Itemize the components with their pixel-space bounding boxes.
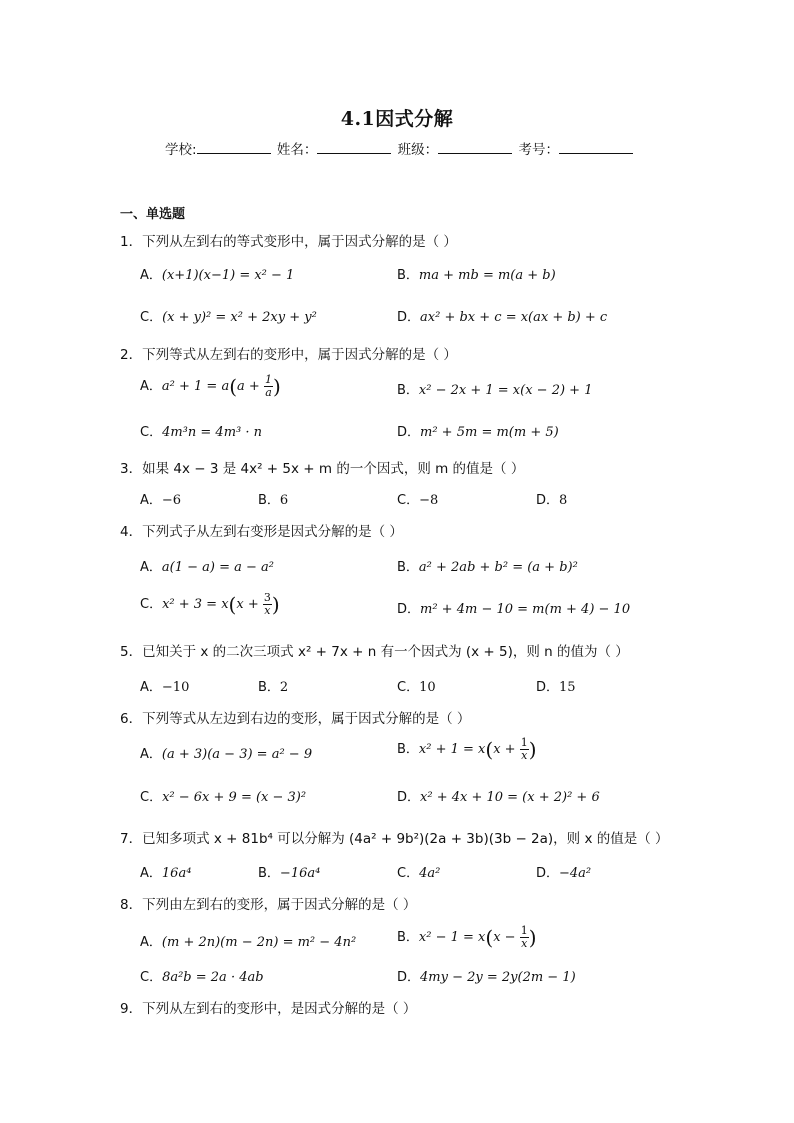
left-paren: ( [485,737,494,762]
question-6-option-d[interactable] [397,786,600,805]
option-text: −8 [419,493,439,508]
option-text: x² + 3 = x [162,597,229,612]
option-text: 4my − 2y = 2y(2m − 1) [420,970,576,985]
question-2-option-a[interactable]: A．a² + 1 = a(a + $\frac{1}{a}$ ) [140,373,281,399]
option-text: 8 [559,493,568,508]
option-label: B． [258,866,280,881]
option-text: x² − 1 = x [418,930,486,945]
number-blank[interactable] [559,141,633,154]
question-4-stem: 4．下列式子从左到右变形是因式分解的是（ ） [120,524,403,540]
name-blank[interactable] [317,141,391,154]
question-1-option-b[interactable] [397,264,556,283]
name-label: 姓名： [276,142,318,158]
option-label: C． [140,310,163,325]
option-label: C． [140,970,163,985]
option-label: A． [140,493,162,508]
section-heading: 一、单选题 [120,207,186,222]
option-label: B． [397,383,419,398]
question-5-option-b[interactable] [258,676,288,695]
option-text: (m + 2n)(m − 2n) = m² − 4n² [161,935,357,950]
question-7-option-d[interactable] [536,862,591,881]
fraction-denominator: x [521,937,528,950]
option-label: D． [397,970,421,985]
option-text: 2 [279,680,289,695]
var-x: x [493,930,501,945]
question-7-option-a[interactable] [140,862,191,881]
option-label: B． [397,930,419,945]
fraction-denominator: x [521,749,528,762]
option-label: C． [397,680,420,695]
option-label: C． [140,597,163,612]
question-2-option-c[interactable] [140,421,262,440]
question-7-stem: 7．已知多项式 x + 81b⁴ 可以分解为 (4a² + 9b²)(2a + 3b)(3b − 2a)，则 x 的值是（ ） [120,831,669,847]
option-text: x² + 4x + 10 = (x + 2)² + 6 [420,790,600,805]
option-label: B． [397,268,419,283]
question-2-option-b[interactable] [397,379,592,398]
question-3-option-c[interactable] [397,489,438,508]
option-label: C． [140,425,163,440]
question-3-option-a[interactable] [140,489,181,508]
option-text: −4a² [559,866,592,881]
question-7-option-b[interactable] [258,862,320,881]
question-6-option-a[interactable] [140,743,312,762]
option-text: a² + 1 = a [161,379,230,394]
question-4-option-a[interactable] [140,556,274,575]
fraction [520,925,529,950]
school-blank[interactable] [197,141,271,154]
option-label: A． [140,866,162,881]
option-text: 16a⁴ [161,866,192,881]
option-label: D． [536,866,560,881]
question-5-option-a[interactable] [140,676,189,695]
option-text: (x + y)² = x² + 2xy + y² [162,310,317,325]
question-8-option-b[interactable]: B．x² − 1 = x(x − $\frac{1}{x}$ ) [397,924,537,950]
option-label: C． [397,493,420,508]
question-8-stem: 8．下列由左到右的变形，属于因式分解的是（ ） [120,897,417,913]
class-label: 班级： [397,142,439,158]
option-label: B． [397,742,419,757]
option-text: 10 [419,680,436,695]
question-5-stem: 5．已知关于 x 的二次三项式 x² + 7x + n 有一个因式为 (x + 5)，则 n 的值为（ ） [120,644,629,660]
option-text: −10 [161,680,190,695]
fraction-denominator: x [264,604,271,617]
option-text: m² + 5m = m(m + 5) [420,425,559,440]
option-text: ma + mb = m(a + b) [418,268,556,283]
question-6-option-b[interactable]: B．x² + 1 = x(x + $\frac{1}{x}$ ) [397,736,537,762]
question-1-option-c[interactable] [140,306,317,325]
option-text: a(1 − a) = a − a² [161,560,275,575]
left-paren: ( [228,592,237,617]
question-5-option-d[interactable] [536,676,576,695]
question-2-option-d[interactable] [397,421,559,440]
option-label: A． [140,268,162,283]
option-label: B． [258,493,280,508]
option-label: A． [140,379,162,394]
fraction-numerator: 1 [264,373,272,386]
question-8-option-c[interactable] [140,966,264,985]
fraction [520,737,529,762]
class-blank[interactable] [438,141,512,154]
question-8-option-a[interactable] [140,931,356,950]
right-paren: ) [528,737,537,762]
question-1-stem: 1．下列从左到右的等式变形中，属于因式分解的是（ ） [120,234,457,250]
question-4-option-b[interactable] [397,556,578,575]
var-a: a [237,379,245,394]
option-text: x² − 2x + 1 = x(x − 2) + 1 [418,383,593,398]
option-text: x² − 6x + 9 = (x − 3)² [162,790,307,805]
left-paren: ( [229,374,238,399]
option-label: D． [397,310,421,325]
question-3-option-b[interactable] [258,489,288,508]
option-label: A． [140,747,162,762]
question-1-option-a[interactable] [140,264,294,283]
fraction-numerator: 3 [263,591,271,604]
question-3-option-d[interactable] [536,489,567,508]
question-4-option-d[interactable] [397,598,630,617]
fraction-denominator: a [265,386,272,399]
question-8-option-d[interactable] [397,966,576,985]
option-text: x² + 1 = x [418,742,486,757]
option-label: A． [140,680,162,695]
option-text: −16a⁴ [279,866,321,881]
option-label: B． [397,560,419,575]
option-label: C． [140,790,163,805]
var-x: x [236,597,244,612]
fraction-numerator: 1 [520,924,528,937]
question-6-stem: 6．下列等式从左边到右边的变形，属于因式分解的是（ ） [120,711,471,727]
option-text: 4m³n = 4m³ · n [162,425,262,440]
student-info-line [165,138,635,158]
page-title: 4.1因式分解 [340,108,454,130]
fraction [264,374,273,399]
right-paren: ) [272,374,281,399]
school-label: 学校: [165,142,197,158]
question-9-stem: 9．下列从左到右的变形中，是因式分解的是（ ） [120,1001,417,1017]
option-label: D． [397,790,421,805]
option-label: D． [536,680,560,695]
option-text: 4a² [419,866,441,881]
var-x: x [493,742,501,757]
option-label: D． [397,425,421,440]
question-7-option-c[interactable] [397,862,440,881]
question-4-option-c[interactable]: C．x² + 3 = x(x + $\frac{3}{x}$ ) [140,591,280,617]
question-3-stem: 3．如果 4x − 3 是 4x² + 5x + m 的一个因式，则 m 的值是（ ） [120,461,525,477]
left-paren: ( [485,925,494,950]
option-text: m² + 4m − 10 = m(m + 4) − 10 [420,602,631,617]
question-2-stem: 2．下列等式从左到右的变形中，属于因式分解的是（ ） [120,347,457,363]
option-text: (x+1)(x−1) = x² − 1 [161,268,295,283]
fraction-numerator: 1 [520,736,528,749]
option-label: B． [258,680,280,695]
question-5-option-c[interactable] [397,676,436,695]
option-text: a² + 2ab + b² = (a + b)² [418,560,578,575]
fraction [263,592,272,617]
option-text: 6 [279,493,289,508]
option-text: (a + 3)(a − 3) = a² − 9 [161,747,313,762]
option-label: A． [140,560,162,575]
option-label: D． [536,493,560,508]
option-text: 8a²b = 2a · 4ab [162,970,264,985]
option-text: −6 [161,493,182,508]
option-label: D． [397,602,421,617]
option-label: C． [397,866,420,881]
question-1-option-d[interactable] [397,306,607,325]
right-paren: ) [271,592,280,617]
number-label: 考号： [518,142,559,158]
option-text: 15 [559,680,576,695]
option-text: ax² + bx + c = x(ax + b) + c [420,310,608,325]
question-6-option-c[interactable] [140,786,306,805]
option-label: A． [140,935,162,950]
right-paren: ) [528,925,537,950]
